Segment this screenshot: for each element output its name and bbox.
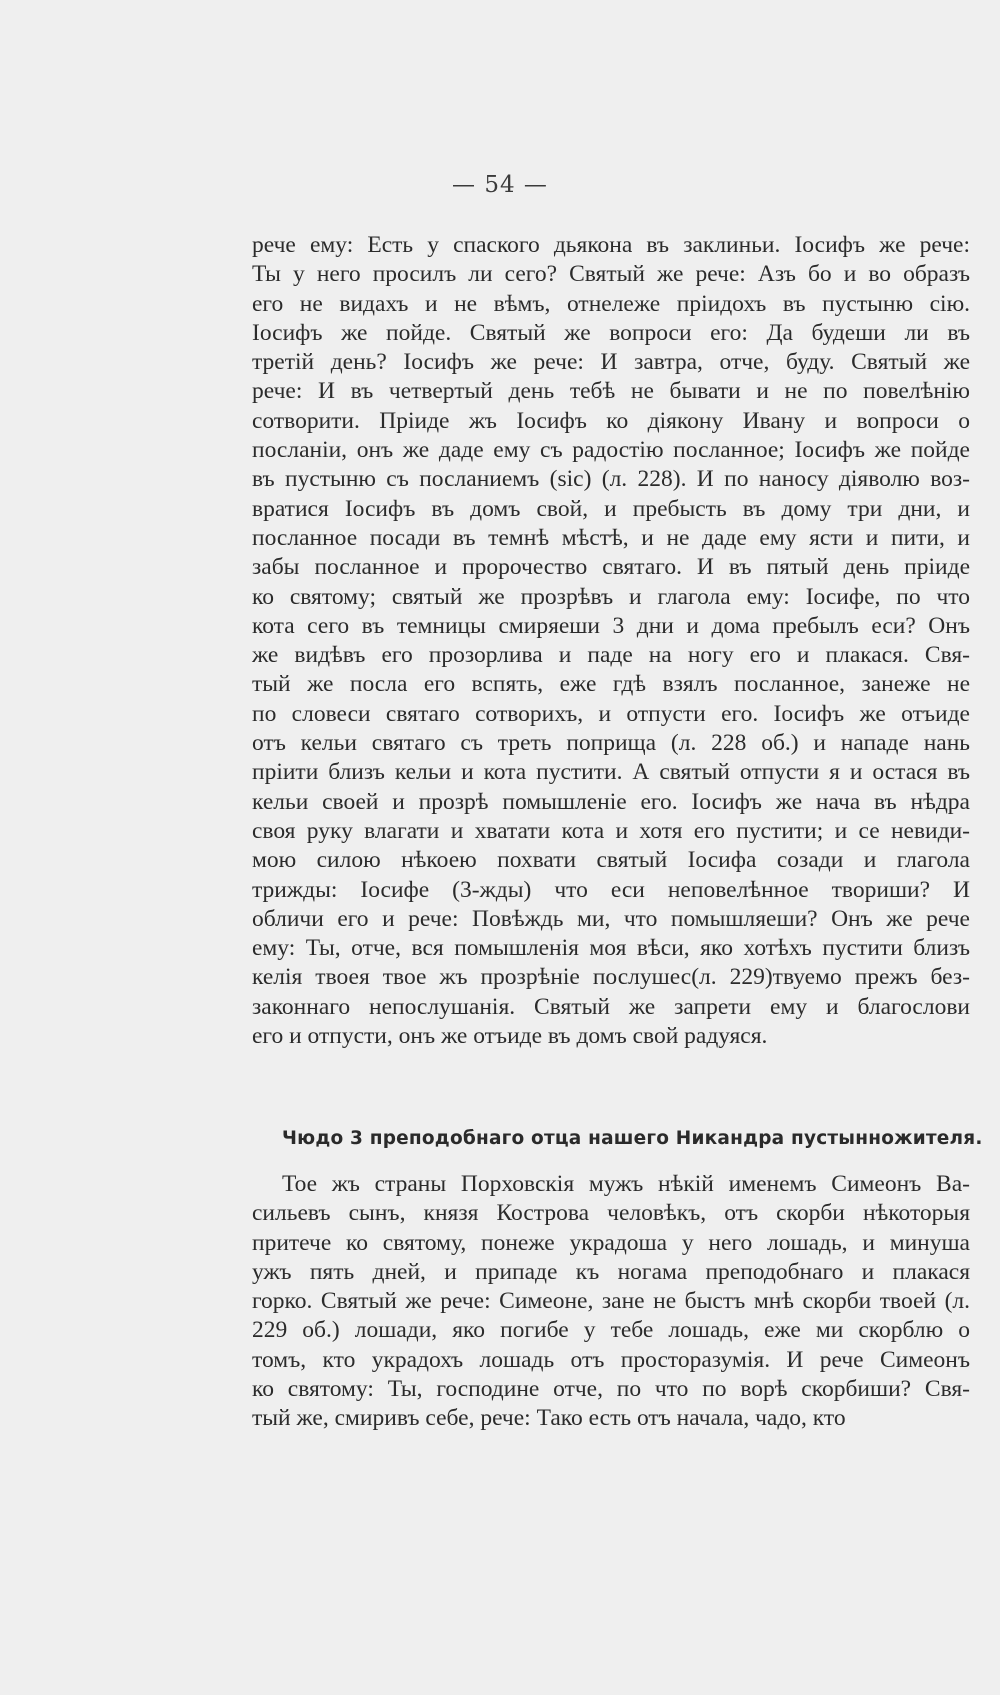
text-line: ко святому; святый же прозрѣвъ и глагола ему: Іосифе, по что bbox=[252, 583, 970, 610]
text-line: его и отпусти, онъ же отъиде въ домъ свой радуяся. bbox=[252, 1023, 768, 1050]
text-line: вратися Іосифъ въ домъ свой, и пребысть въ дому три дни, и bbox=[252, 495, 970, 522]
text-line: посланное посади въ темнѣ мѣстѣ, и не даде ему ясти и пити, и bbox=[252, 524, 970, 551]
text-line: отъ кельи святаго съ треть поприща (л. 228 об.) и нападе нань bbox=[252, 730, 970, 757]
text-line: тый же, смиривъ себе, рече: Тако есть отъ начала, чадо, кто bbox=[252, 1405, 846, 1432]
text-line: томъ, кто украдохъ лошадь отъ простоpазумія. И рече Симеонъ bbox=[252, 1346, 970, 1373]
text-line: сотворити. Пріиде жъ Іосифъ ко діякону Ивану и вопроси о bbox=[252, 407, 970, 434]
text-line: мою силою нѣкоею похвати святый Іосифа созади и глагола bbox=[252, 847, 970, 874]
text-line: кельи своей и прозрѣ помышленіе его. Іосифъ же нача въ нѣдра bbox=[252, 788, 970, 815]
text-line: притече ко святому, понеже украдоша у него лошадь, и минуша bbox=[252, 1229, 970, 1256]
text-line: горко. Святый же рече: Симеоне, зане не быстъ мнѣ скорби твоей (л. bbox=[252, 1288, 970, 1315]
text-line: рече: И въ четвертый день тебѣ не бывати и не по повелѣнію bbox=[252, 378, 970, 405]
text-line: Іосифъ же пойде. Святый же вопроси его: Да будеши ли въ bbox=[252, 319, 970, 346]
text-line: сильевъ сынъ, князя Кострова человѣкъ, отъ скорби нѣкоторыя bbox=[252, 1200, 970, 1227]
text-line: Тое жъ страны Порховскія мужъ нѣкій именемъ Симеонъ Ва- bbox=[282, 1171, 970, 1197]
text-line: тый же посла его вспять, еже гдѣ взялъ посланное, занеже не bbox=[252, 671, 970, 698]
text-line: пріити близъ кельи и кота пустити. А святый отпусти я и остася въ bbox=[252, 759, 970, 786]
text-line: трижды: Іосифе (3-жды) что еси неповелѣнное твориши? И bbox=[252, 876, 970, 903]
text-line: кота сего въ темницы смиряеши 3 дни и дома пребылъ еси? Онъ bbox=[252, 612, 970, 639]
text-line: же видѣвъ его прозорлива и паде на ногу его и плакася. Свя- bbox=[252, 642, 970, 669]
paragraph-2 bbox=[252, 1170, 970, 1434]
text-line: въ пустыню съ посланиемъ (sic) (л. 228). И по наносу діяволю воз- bbox=[252, 466, 970, 493]
page-number: — 54 — bbox=[452, 172, 548, 198]
paragraph-1 bbox=[252, 231, 970, 1051]
text-line: его не видахъ и не вѣмъ, отнележе пріидохъ въ пустыню сію. bbox=[252, 290, 970, 317]
text-line: Ты у него просилъ ли сего? Святый же рече: Азъ бо и во образъ bbox=[252, 261, 970, 288]
text-line: ко святому: Ты, господине отче, по что по ворѣ скорбиши? Свя- bbox=[252, 1376, 970, 1403]
text-line: 229 об.) лошади, яко погибе у тебе лошадь, еже ми скорблю о bbox=[252, 1317, 970, 1344]
text-line: законнаго непослушанія. Святый же запрети ему и благослови bbox=[252, 993, 970, 1020]
text-line: забы посланное и пророчество святаго. И въ пятый день пріиде bbox=[252, 554, 970, 581]
text-line: третій день? Іосифъ же рече: И завтра, отче, буду. Святый же bbox=[252, 349, 970, 376]
text-line: по словеси святаго сотворихъ, и отпусти его. Іосифъ же отъиде bbox=[252, 700, 970, 727]
text-line: ужъ пять дней, и припаде къ ногама преподобнаго и плакася bbox=[252, 1258, 970, 1285]
text-line: обличи его и рече: Повѣждь ми, что помышляеши? Онъ же рече bbox=[252, 905, 970, 932]
text-line: своя руку влагати и хватати кота и хотя его пустити; и се невиди- bbox=[252, 817, 970, 844]
section-heading: Чюдо 3 преподобнаго отца нашего Никандра пустынножителя. bbox=[282, 1128, 983, 1149]
text-line: рече ему: Есть у спаского дьякона въ заклиньи. Іосифъ же рече: bbox=[252, 232, 970, 258]
text-line: ему: Ты, отче, вся помышленія моя вѣси, яко хотѣхъ пустити близъ bbox=[252, 935, 970, 962]
text-line: келія твоея твое жъ прозрѣніе послушес(л. 229)твуемо прежъ без- bbox=[252, 964, 970, 991]
text-line: посланіи, онъ же даде ему съ радостію посланное; Іосифъ же пойде bbox=[252, 437, 970, 464]
